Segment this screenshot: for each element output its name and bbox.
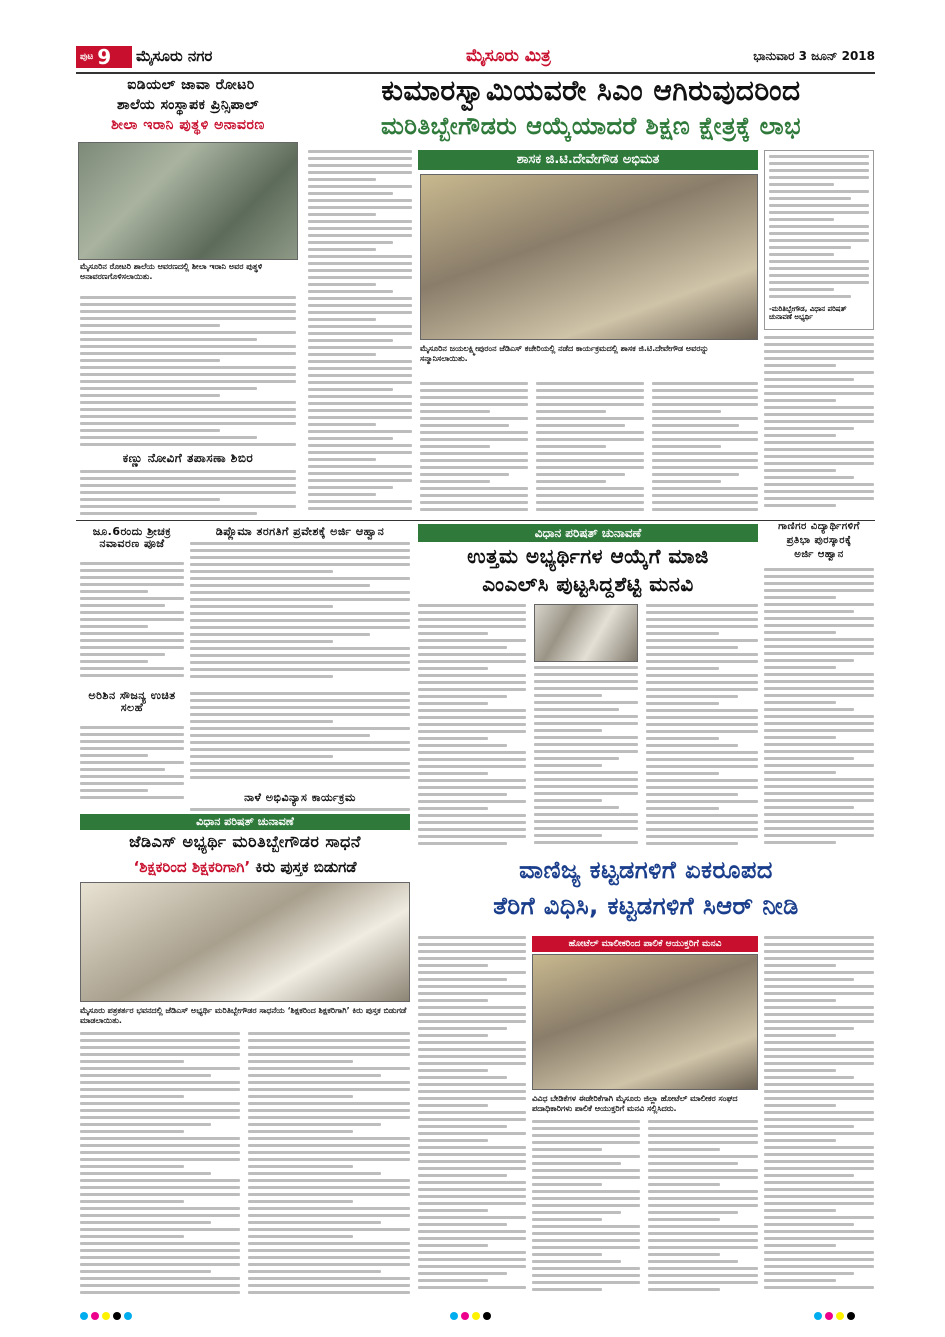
jds-col-2	[248, 1032, 410, 1300]
election-tag: ವಿಧಾನ ಪರಿಷತ್ ಚುನಾವಣೆ	[418, 524, 758, 542]
diploma-body	[190, 542, 410, 688]
main-column-3	[536, 382, 644, 514]
student-headline-1: ಗಾಣಿಗರ ವಿದ್ಯಾರ್ಥಿಗಳಿಗೆ	[778, 521, 860, 532]
jds-col-1	[80, 1032, 240, 1300]
main-subhead: ಶಾಸಕ ಜಿ.ಟಿ.ದೇವೇಗೌಡ ಅಭಿಮತ	[418, 150, 758, 170]
jds-headline-2a: ‘ಶಿಕ್ಷಕರಿಂದ ಶಿಕ್ಷಕರಿಗಾಗಿ’	[133, 858, 251, 876]
page-number-box	[76, 46, 132, 68]
main-column-2	[420, 382, 528, 514]
commerce-col-3	[648, 1120, 758, 1300]
page-label: ಪುಟ	[80, 52, 94, 62]
registration-marks-left	[80, 1312, 140, 1322]
student-body	[764, 568, 874, 848]
left-headline-1: ಐಡಿಯಲ್ ಜಾವಾ ರೋಟರಿ	[127, 77, 255, 93]
page-header	[70, 44, 875, 72]
left-headline-2: ಶಾಲೆಯ ಸಂಸ್ಥಾಪಕ ಪ್ರಿನ್ಸಿಪಾಲ್	[117, 97, 259, 113]
commerce-headline-1: ವಾಣಿಜ್ಯ ಕಟ್ಟಡಗಳಿಗೆ ಏಕರೂಪದ	[519, 856, 773, 884]
quote-box	[764, 150, 874, 330]
registration-marks-right	[814, 1312, 874, 1322]
main-column-right	[764, 336, 874, 514]
page-number: 9	[97, 45, 112, 69]
main-column-1	[308, 150, 412, 514]
rashtra-body	[80, 726, 184, 808]
left-story-body	[80, 296, 296, 446]
statue-photo-caption: ಮೈಸೂರಿನ ರೋಟರಿ ಶಾಲೆಯ ಆವರಣದಲ್ಲಿ ಶೀಲಾ ಇರಾನಿ ಅವರ ಪುತ್ಥಳಿ ಅನಾವರಣಗೊಳಿಸಲಾಯಿತು.	[80, 262, 263, 281]
pooja-headline: ಜೂ.6ರಂದು ಶ್ರೀಚಕ್ರ ನವಾವರಣ ಪೂಜೆ	[92, 525, 172, 550]
diploma-headline: ಡಿಪ್ಲೊಮಾ ತರಗತಿಗೆ ಪ್ರವೇಶಕ್ಕೆ ಅರ್ಜಿ ಆಹ್ವಾನ	[215, 525, 385, 538]
nale-headline: ನಾಳೆ ಅಭಿವಿನ್ಯಾಸ ಕಾರ್ಯಕ್ರಮ	[244, 791, 356, 804]
mid-rule	[76, 520, 875, 521]
election-col-2	[534, 666, 638, 848]
election-col-3	[646, 604, 758, 848]
jds-headline-2b: ಕಿರು ಪುಸ್ತಕ ಬಿಡುಗಡೆ	[255, 858, 357, 876]
main-photo-caption: ಮೈಸೂರಿನ ಜಯಲಕ್ಷ್ಮೀಪುರಂನ ಜೆಡಿಎಸ್ ಕಚೇರಿಯಲ್ಲಿ ನಡೆದ ಕಾರ್ಯಕ್ರಮದಲ್ಲಿ ಶಾಸಕ ಜಿ.ಟಿ.ದೇವೇಗೌಡ ಅವರನ್ನು ಸನ್ಮಾನಿಸಲಾಯಿತು.	[420, 344, 709, 363]
student-headline-3: ಅರ್ಜಿ ಆಹ್ವಾನ	[794, 549, 844, 560]
commerce-col-4	[764, 936, 874, 1300]
main-column-4	[652, 382, 758, 514]
memorandum-photo	[532, 954, 758, 1090]
registration-marks-center	[450, 1312, 510, 1322]
election-headline-1: ಉತ್ತಮ ಅಭ್ಯರ್ಥಿಗಳ ಆಯ್ಕೆಗೆ ಮಾಜಿ	[467, 544, 709, 568]
quote-attribution: -ಮರಿತಿಬ್ಬೇಗೌಡ, ವಿಧಾನ ಪರಿಷತ್ ಚುನಾವಣೆ ಅಭ್ಯರ್ಥಿ	[769, 305, 847, 322]
election-col-1	[418, 604, 526, 848]
diploma-body-2	[190, 692, 410, 788]
issue-date: ಭಾನುವಾರ 3 ಜೂನ್ 2018	[753, 49, 875, 63]
masthead: ಮೈಸೂರು ಮಿತ್ರ	[466, 46, 551, 66]
section-name: ಮೈಸೂರು ನಗರ	[136, 47, 213, 65]
memorandum-caption: ವಿವಿಧ ಬೇಡಿಕೆಗಳ ಈಡೇರಿಕೆಗಾಗಿ ಮೈಸೂರು ಜಿಲ್ಲಾ ಹೋಟೆಲ್ ಮಾಲೀಕರ ಸಂಘದ ಪದಾಧಿಕಾರಿಗಳು ಪಾಲಿಕೆ ಆಯುಕ್ತರಿಗೆ ಮನವಿ ಸಲ್ಲಿಸಿದರು.	[532, 1094, 738, 1113]
main-headline-2: ಮರಿತಿಬ್ಬೇಗೌಡರು ಆಯ್ಕೆಯಾದರೆ ಶಿಕ್ಷಣ ಕ್ಷೇತ್ರಕ್ಕೆ ಲಾಭ	[380, 112, 802, 140]
main-headline-1: ಕುಮಾರಸ್ವಾಮಿಯವರೇ ಸಿಎಂ ಆಗಿರುವುದರಿಂದ	[381, 74, 801, 107]
statue-photo	[78, 142, 298, 260]
jds-tag: ವಿಧಾನ ಪರಿಷತ್ ಚುನಾವಣೆ	[80, 814, 410, 830]
quote-text	[769, 155, 869, 305]
eye-camp-subhead: ಕಣ್ಣು ನೋವಿಗೆ ತಪಾಸಣಾ ಶಿಬಿರ	[122, 451, 254, 465]
jds-headline-1: ಜೆಡಿಎಸ್ ಅಭ್ಯರ್ಥಿ ಮರಿತಿಬ್ಬೇಗೌಡರ ಸಾಧನೆ	[129, 832, 361, 851]
left-headline-3: ಶೀಲಾ ಇರಾನಿ ಪುತ್ಥಳಿ ಅನಾವರಣ	[111, 117, 265, 133]
commerce-col-1	[418, 936, 526, 1300]
election-headline-2: ಎಂಎಲ್‌ಸಿ ಪುಟ್ಟಸಿದ್ದಶೆಟ್ಟಿ ಮನವಿ	[482, 572, 694, 596]
jds-headline-2	[80, 858, 410, 876]
commerce-subhead: ಹೋಟೆಲ್ ಮಾಲೀಕರಿಂದ ಪಾಲಿಕೆ ಆಯುಕ್ತರಿಗೆ ಮನವಿ	[532, 936, 758, 952]
commerce-col-2	[532, 1120, 640, 1300]
commerce-headline-2: ತೆರಿಗೆ ವಿಧಿಸಿ, ಕಟ್ಟಡಗಳಿಗೆ ಸಿಆರ್ ನೀಡಿ	[493, 892, 799, 920]
student-headline-2: ಪ್ರತಿಭಾ ಪುರಸ್ಕಾರಕ್ಕೆ	[786, 535, 852, 546]
main-felicitation-photo	[420, 174, 758, 340]
book-release-photo	[80, 882, 410, 1002]
rashtra-headline: ಅರಿಶಿನ ಸೌಜನ್ಯ ಉಚಿತ ಸಲಹೆ	[88, 689, 176, 714]
election-portrait	[534, 604, 638, 662]
pooja-body	[80, 562, 184, 682]
book-release-caption: ಮೈಸೂರು ಪತ್ರಕರ್ತರ ಭವನದಲ್ಲಿ ಜೆಡಿಎಸ್ ಅಭ್ಯರ್ಥಿ ಮರಿತಿಬ್ಬೇಗೌಡರ ಸಾಧನೆಯ ‘ಶಿಕ್ಷಕರಿಂದ ಶಿಕ್ಷಕರಿಗಾಗಿ’ ಕಿರು ಪುಸ್ತಕ ಬಿಡುಗಡೆ ಮಾಡಲಾಯಿತು.	[80, 1006, 407, 1025]
eye-camp-body	[80, 470, 296, 516]
